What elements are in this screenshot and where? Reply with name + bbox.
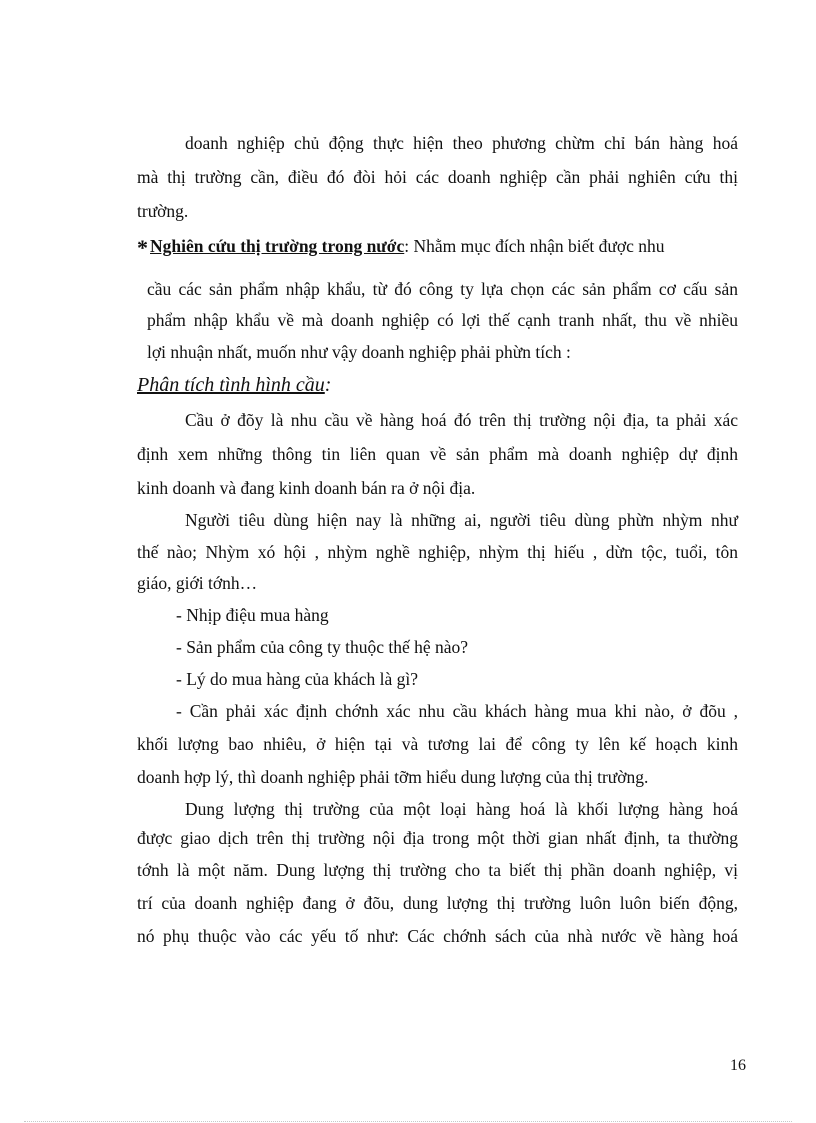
paragraph-line: trí của doanh nghiệp đang ở đõu, dung lượng thị trường luôn luôn biến động, [137,893,738,913]
list-item: - Lý do mua hàng của khách là gì? [176,669,418,689]
paragraph-line: kinh doanh và đang kinh doanh bán ra ở nội địa. [137,478,476,498]
paragraph-line: tớnh là một năm. Dung lượng thị trường cho ta biết thị phần doanh nghiệp, vị [137,860,738,880]
paragraph-line: trường. [137,201,189,221]
section-heading-line [137,236,738,258]
list-item: - Nhịp điệu mua hàng [176,605,329,625]
subsection-heading [137,375,738,395]
paragraph-line: lợi nhuận nhất, muốn như vậy doanh nghiệp phải phừn tích : [147,342,571,362]
asterisk-bullet: * [137,235,148,260]
section-heading: Nghiên cứu thị trường trong nước [150,236,405,256]
paragraph-line: được giao dịch trên thị trường nội địa trong một thời gian nhất định, ta thường [137,828,738,848]
paragraph-line: giáo, giới tớnh… [137,573,258,593]
paragraph-line: khối lượng bao nhiêu, ở hiện tại và tương lai để công ty lên kế hoạch kinh [137,734,738,754]
paragraph-line: cầu các sản phẩm nhập khẩu, từ đó công ty lựa chọn các sản phẩm cơ cấu sản [147,279,738,299]
paragraph-line: doanh nghiệp chủ động thực hiện theo phương chừm chỉ bán hàng hoá [185,133,738,153]
paragraph-line: phẩm nhập khẩu về mà doanh nghiệp có lợi thế cạnh tranh nhất, thu về nhiều [147,310,738,330]
paragraph-line: định xem những thông tin liên quan về sản phẩm mà doanh nghiệp dự định [137,444,738,464]
page-number: 16 [730,1057,746,1074]
paragraph-line: nó phụ thuộc vào các yếu tố như: Các chớnh sách của nhà nước về hàng hoá [137,926,738,946]
list-item: - Sản phẩm của công ty thuộc thế hệ nào? [176,637,469,657]
paragraph-line: Người tiêu dùng hiện nay là những ai, người tiêu dùng phừn nhỳm như [185,510,738,530]
subsection-heading-text: Phân tích tình hình cầu [137,374,325,396]
section-heading-text: : Nhằm mục đích nhận biết được nhu [404,236,665,256]
list-item: - Cần phải xác định chớnh xác nhu cầu khách hàng mua khi nào, ở đõu , [176,701,738,721]
paragraph-line: mà thị trường cần, điều đó đòi hỏi các doanh nghiệp cần phải nghiên cứu thị [137,167,738,187]
paragraph-line: Dung lượng thị trường của một loại hàng hoá là khối lượng hàng hoá [185,799,738,819]
paragraph-line: thế nào; Nhỳm xó hội , nhỳm nghề nghiệp, nhỳm thị hiếu , dừn tộc, tuổi, tôn [137,542,738,562]
paragraph-line: doanh hợp lý, thì doanh nghiệp phải tỡm hiểu dung lượng của thị trường. [137,767,649,787]
subsection-heading-suffix: : [324,374,332,396]
paragraph-line: Cầu ở đõy là nhu cầu về hàng hoá đó trên thị trường nội địa, ta phải xác [185,410,738,430]
footer-divider [24,1121,792,1122]
